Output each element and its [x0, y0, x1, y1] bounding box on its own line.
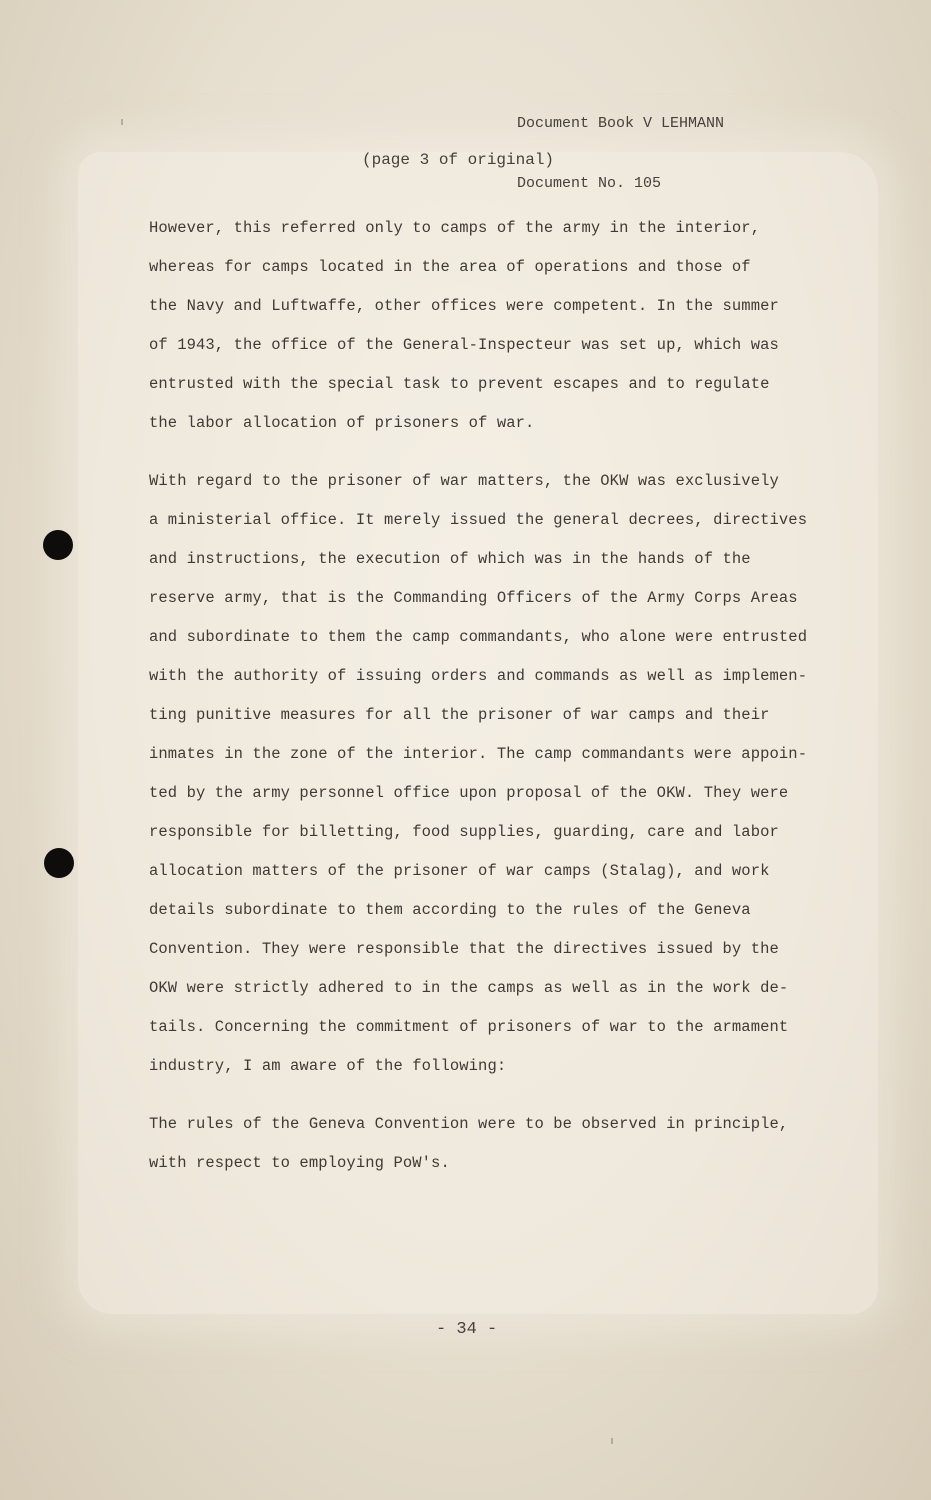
- text-line: inmates in the zone of the interior. The camp commandants were appoin-: [149, 745, 808, 763]
- page-number: - 34 -: [436, 1320, 498, 1339]
- text-line: ted by the army personnel office upon proposal of the OKW. They were: [149, 784, 789, 802]
- document-number-line: Document No. 105: [517, 175, 662, 192]
- text-line: reserve army, that is the Commanding Officers of the Army Corps Areas: [149, 589, 798, 607]
- punch-hole: [43, 530, 73, 560]
- text-line: the labor allocation of prisoners of war.: [149, 414, 535, 432]
- text-line: details subordinate to them according to the rules of the Geneva: [149, 901, 751, 919]
- scan-speck: [121, 119, 123, 125]
- text-line: with the authority of issuing orders and commands as well as implemen-: [149, 667, 808, 685]
- scan-speck: [611, 1438, 613, 1444]
- page-indicator: (page 3 of original): [362, 151, 555, 169]
- document-header: [517, 74, 724, 214]
- text-line: the Navy and Luftwaffe, other offices were competent. In the summer: [149, 297, 779, 315]
- document-book-line: Document Book V LEHMANN: [517, 115, 725, 132]
- text-line: ting punitive measures for all the prisoner of war camps and their: [149, 706, 770, 724]
- text-line: However, this referred only to camps of the army in the interior,: [149, 219, 761, 237]
- text-line: and instructions, the execution of which was in the hands of the: [149, 550, 751, 568]
- punch-hole: [44, 848, 74, 878]
- text-line: responsible for billetting, food supplies, guarding, care and labor: [149, 823, 779, 841]
- text-line: OKW were strictly adhered to in the camps as well as in the work de-: [149, 979, 789, 997]
- paragraph-1: [149, 209, 849, 443]
- text-line: a ministerial office. It merely issued the general decrees, directives: [149, 511, 808, 529]
- text-line: Convention. They were responsible that the directives issued by the: [149, 940, 779, 958]
- text-line: and subordinate to them the camp commandants, who alone were entrusted: [149, 628, 808, 646]
- text-line: The rules of the Geneva Convention were to be observed in principle,: [149, 1115, 789, 1133]
- paragraph-3: [149, 1105, 849, 1183]
- text-line: allocation matters of the prisoner of war camps (Stalag), and work: [149, 862, 770, 880]
- text-line: entrusted with the special task to prevent escapes and to regulate: [149, 375, 770, 393]
- text-line: with respect to employing PoW's.: [149, 1154, 450, 1172]
- text-line: industry, I am aware of the following:: [149, 1057, 507, 1075]
- text-line: tails. Concerning the commitment of prisoners of war to the armament: [149, 1018, 789, 1036]
- paragraph-2: [149, 462, 849, 1086]
- text-line: whereas for camps located in the area of operations and those of: [149, 258, 751, 276]
- text-line: of 1943, the office of the General-Inspecteur was set up, which was: [149, 336, 779, 354]
- text-line: With regard to the prisoner of war matters, the OKW was exclusively: [149, 472, 779, 490]
